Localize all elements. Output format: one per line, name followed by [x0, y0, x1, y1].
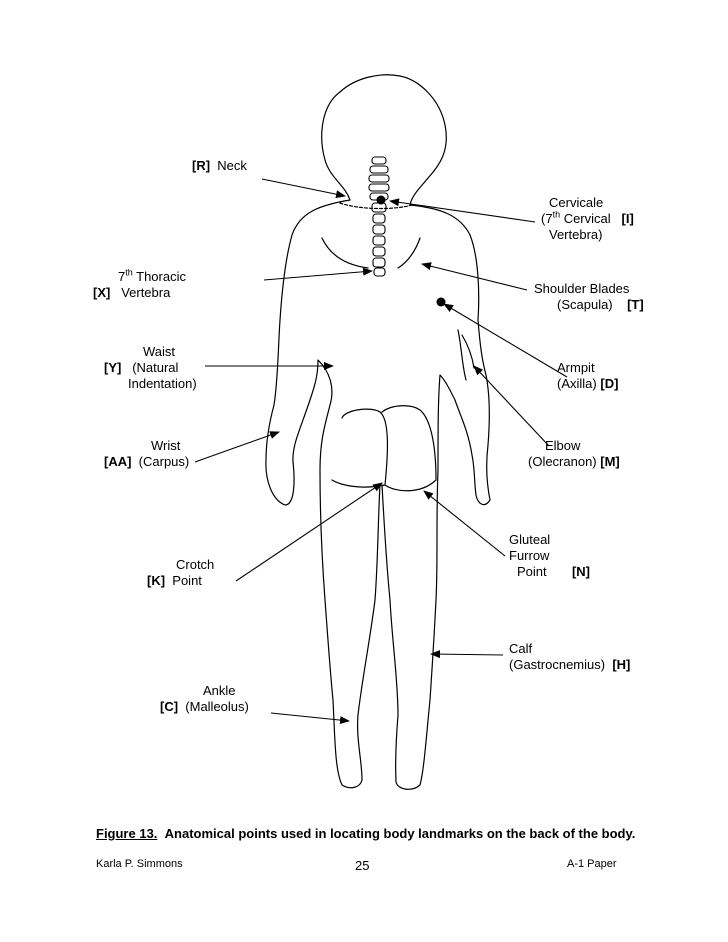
label-shoulder-line2: (Scapula) [T] — [557, 297, 644, 312]
scapula-left — [322, 238, 368, 268]
code-calf: [H] — [612, 657, 631, 672]
label-waist-line2: [Y] (Natural — [104, 360, 179, 375]
code-ankle: [C] — [160, 699, 179, 714]
label-cervicale-line2: (7th Cervical [I] — [541, 209, 634, 226]
label-armpit-line2: (Axilla) [D] — [557, 376, 619, 391]
arrow-calf — [431, 654, 503, 655]
arm-detail-right — [458, 330, 474, 380]
code-armpit: [D] — [600, 376, 619, 391]
code-elbow: [M] — [600, 454, 620, 469]
arrow-crotch — [236, 483, 382, 581]
code-cervicale: [I] — [621, 211, 634, 226]
label-ankle-line2: [C] (Malleolus) — [160, 699, 249, 714]
label-crotch-line1: Crotch — [176, 557, 215, 572]
code-waist: [Y] — [104, 360, 122, 375]
buttocks-outline — [332, 406, 436, 491]
label-gluteal-line2: Furrow — [509, 548, 550, 563]
code-neck: [R] — [192, 158, 211, 173]
label-wrist-line2: [AA] (Carpus) — [104, 454, 190, 469]
label-calf-line2: (Gastrocnemius) [H] — [509, 657, 631, 672]
label-cervicale-line1: Cervicale — [549, 195, 604, 210]
page-number: 25 — [355, 858, 370, 873]
label-crotch-line2: [K] Point — [147, 573, 202, 588]
label-elbow-line1: Elbow — [545, 438, 581, 453]
arrow-shoulder — [422, 264, 527, 290]
arrow-gluteal — [424, 491, 505, 556]
label-elbow-line2: (Olecranon) [M] — [528, 454, 620, 469]
arrow-elbow — [474, 366, 549, 446]
neck-base-line — [340, 203, 412, 209]
label-thoracic-line2: [X] Vertebra — [93, 285, 171, 300]
arrow-ankle — [271, 713, 349, 721]
arrow-neck — [262, 179, 345, 196]
footer-author: Karla P. Simmons — [96, 858, 183, 870]
arrow-cervicale — [390, 201, 535, 222]
label-waist-line3: Indentation) — [128, 376, 197, 391]
label-neck: [R] Neck — [192, 158, 247, 173]
code-thoracic: [X] — [93, 285, 111, 300]
body-left-outline — [266, 200, 380, 788]
label-ankle-line1: Ankle — [203, 683, 236, 698]
label-thoracic-line1: 7th Thoracic — [118, 267, 186, 284]
label-armpit-line1: Armpit — [557, 360, 595, 375]
axilla-dot — [437, 298, 446, 307]
code-wrist: [AA] — [104, 454, 132, 469]
arrow-thoracic — [264, 271, 372, 280]
figure-number: Figure 13. — [96, 826, 158, 841]
label-gluteal-line1: Gluteal — [509, 532, 551, 547]
label-shoulder-line1: Shoulder Blades — [534, 281, 630, 296]
label-cervicale-line3: Vertebra) — [549, 227, 603, 242]
arrow-armpit — [444, 304, 567, 377]
figure-caption — [96, 826, 636, 842]
label-wrist-line1: Wrist — [151, 438, 181, 453]
code-gluteal: [N] — [571, 564, 590, 579]
scapula-right — [398, 238, 420, 268]
head-outline — [322, 75, 447, 205]
label-gluteal-line3: Point [N] — [517, 564, 590, 579]
caption-text: Anatomical points used in locating body landmarks on the back of the body. — [164, 826, 636, 841]
code-crotch: [K] — [147, 573, 166, 588]
body-right-outline — [382, 205, 490, 789]
code-shoulder: [T] — [627, 297, 644, 312]
label-waist-line1: Waist — [143, 344, 176, 359]
cervicale-dot — [377, 196, 386, 205]
footer-paper: A-1 Paper — [567, 858, 617, 870]
spine — [369, 157, 389, 276]
label-calf-line1: Calf — [509, 641, 533, 656]
